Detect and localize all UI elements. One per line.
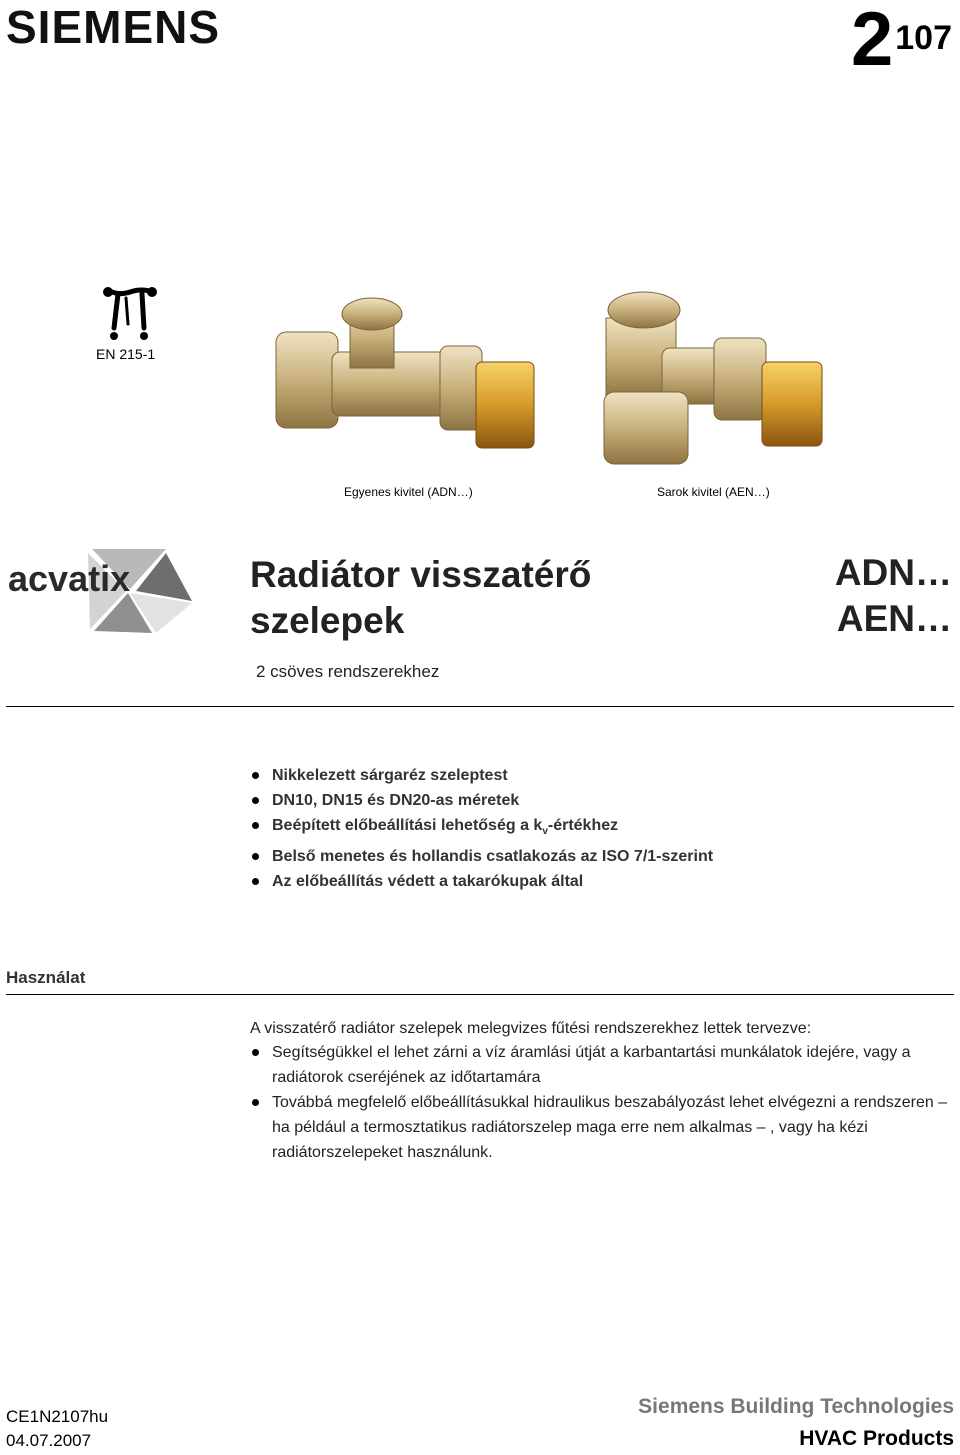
title-line-2: szelepek — [250, 600, 405, 641]
feature-item: Nikkelezett sárgaréz szeleptest — [248, 763, 713, 788]
product-title — [250, 552, 591, 644]
product-subtitle: 2 csöves rendszerekhez — [256, 662, 440, 681]
usage-item: Továbbá megfelelő előbeállításukkal hidraulikus beszabályozást lehet elvégezni a rendszeren – ha például a termosztatikus radiátorszelep maga erre nem alkalmas – , vagy ha kézi radiátorszelepeket használunk. — [248, 1090, 948, 1165]
footer-company-name: Siemens Building Technologies — [638, 1395, 954, 1418]
acvatix-logo — [6, 545, 194, 635]
document-number — [851, 0, 952, 80]
feature-item — [248, 813, 713, 844]
svg-text:acvatix: acvatix — [8, 558, 131, 599]
footer-company — [638, 1391, 954, 1455]
usage-list — [248, 1040, 948, 1165]
title-divider — [6, 706, 954, 707]
section-heading-usage: Használat — [6, 968, 86, 987]
code-adn: ADN… — [834, 552, 952, 593]
angle-valve-caption: Sarok kivitel (AEN…) — [657, 485, 770, 499]
feature-list — [248, 763, 713, 894]
usage-intro: A visszatérő radiátor szelepek melegvizes fűtési rendszerekhez lettek tervezve: — [250, 1020, 812, 1037]
feature-item: DN10, DN15 és DN20-as méretek — [248, 788, 713, 813]
code-aen: AEN… — [836, 598, 952, 639]
usage-item: Segítségükkel el lehet zárni a víz áramlási útját a karbantartási munkálatok idejére, vagy a radiátorok cseréjének az időtartamára — [248, 1040, 948, 1090]
title-line-1: Radiátor visszatérő — [250, 554, 592, 595]
en-certification-icon — [102, 284, 158, 342]
section-divider — [6, 994, 954, 995]
feature-item: Az előbeállítás védett a takarókupak által — [248, 869, 713, 894]
standard-label: EN 215-1 — [96, 346, 156, 362]
feature-subscript: v — [542, 826, 548, 838]
feature-text: -értékhez — [547, 817, 619, 834]
footer-doc-info — [6, 1405, 108, 1453]
angle-valve-image — [596, 288, 864, 470]
feature-item: Belső menetes és hollandis csatlakozás az ISO 7/1-szerint — [248, 844, 713, 869]
footer-date: 04.07.2007 — [6, 1431, 92, 1450]
siemens-logo: SIEMENS — [6, 1, 221, 53]
straight-valve-caption: Egyenes kivitel (ADN…) — [344, 485, 473, 499]
straight-valve-image — [270, 288, 538, 470]
doc-number-main: 2 — [850, 0, 894, 82]
product-codes — [835, 550, 952, 642]
footer-doc-code: CE1N2107hu — [6, 1407, 109, 1426]
doc-number-sup: 107 — [895, 19, 952, 57]
feature-text: Beépített előbeállítási lehetőség a k — [272, 817, 543, 834]
footer-division: HVAC Products — [799, 1427, 954, 1450]
